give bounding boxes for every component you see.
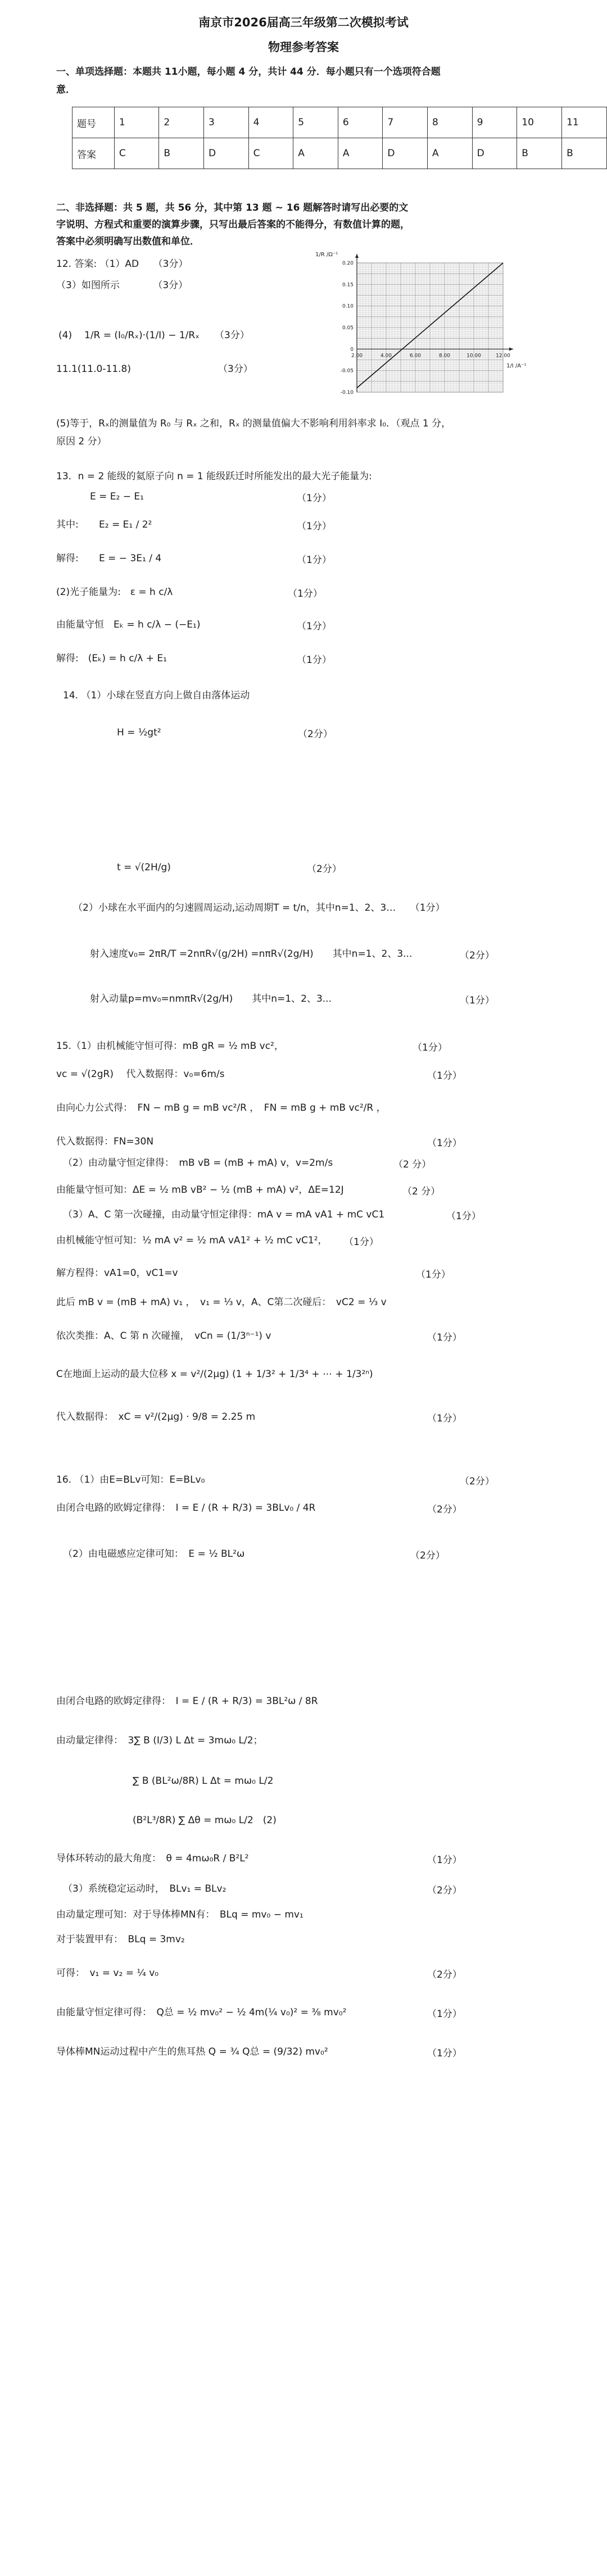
q16-score14: （1分）: [427, 2048, 462, 2059]
q16-line14: 导体棒MN运动过程中产生的焦耳热 Q = ¾ Q总 = (9/32) mv₀²: [56, 2046, 328, 2057]
table-cell: 2: [159, 107, 204, 138]
q13-score5: （1分）: [297, 621, 332, 632]
q16-score9: （2分）: [427, 1885, 462, 1896]
q16-line2: 由闭合电路的欧姆定律得： I = E / (R + R/3) = 3BLv₀ / 4R: [56, 1502, 316, 1514]
graph-y-ticks: [341, 261, 354, 396]
q14-score1: （2分）: [298, 729, 333, 740]
q15-score11: （1分）: [427, 1332, 462, 1343]
table-cell: A: [428, 138, 473, 169]
q16-score8: （1分）: [427, 1855, 462, 1866]
table-row: [73, 138, 607, 169]
q12-line5: 11.1(11.0-11.8): [56, 364, 131, 375]
q15-score5: （2 分）: [393, 1159, 432, 1170]
q13-intro: 13．n = 2 能级的氦原子向 n = 1 能级跃迁时所能发出的最大光子能量为:: [56, 471, 372, 482]
q13-score1: （1分）: [297, 493, 332, 504]
q14-line4: 射入速度v₀= 2πR/T =2nπR√(g/2H) =nπR√(2g/H) 其中n=1、2、3...: [90, 948, 413, 960]
sec1-heading: 一、单项选择题：本题共 11小题，每小题 4 分，共计 44 分．每小题只有一个选项符合题: [56, 66, 441, 78]
q15-line4: 代入数据得：FN=30N: [56, 1136, 154, 1147]
q14-line5: 射入动量p=mv₀=nmπR√(2g/H) 其中n=1、2、3...: [90, 993, 332, 1005]
graph-x-tick-label: 6.00: [409, 353, 422, 359]
q16-score1: （2分）: [460, 1476, 495, 1487]
q15-line11: 依次类推：A、C 第 n 次碰撞， vCn = (1/3ⁿ⁻¹) v: [56, 1330, 271, 1342]
q16-line1: 16. （1）由E=BLv可知：E=BLv₀: [56, 1474, 205, 1485]
q12-line2: （3）如图所示 （3分）: [56, 280, 188, 291]
graph-y-tick-label: 0.10: [342, 303, 354, 310]
table-cell: B: [562, 138, 607, 169]
q12-line1: 12. 答案: （1）AD （3分）: [56, 258, 188, 270]
q16-line12: 可得： v₁ = v₂ = ¼ v₀: [56, 1968, 159, 1979]
table-cell: A: [293, 138, 338, 169]
graph-y-tick-label: -0.10: [340, 390, 354, 396]
graph-x-tick-label: 10.00: [466, 353, 481, 359]
q15-score2: （1分）: [427, 1070, 462, 1082]
q16-line4: 由闭合电路的欧姆定律得： I = E / (R + R/3) = 3BL²ω / 8R: [56, 1696, 318, 1707]
q16-line3: （2）由电磁感应定律可知： E = ½ BL²ω: [63, 1548, 245, 1560]
graph-x-tick-label: 4.00: [380, 353, 392, 359]
answer-table: [72, 107, 607, 169]
graph-y-label: 1/R /Ω⁻¹: [315, 252, 338, 258]
q15-score9: （1分）: [416, 1269, 451, 1280]
q14-score4: （2分）: [460, 950, 495, 961]
table-cell: C: [114, 138, 159, 169]
sec1-heading-cont: 意．: [56, 84, 75, 96]
table-cell: B: [159, 138, 204, 169]
q16-score13: （1分）: [427, 2009, 462, 2020]
table-cell: D: [383, 138, 428, 169]
table-cell: A: [338, 138, 383, 169]
q13-score4: （1分）: [288, 588, 323, 599]
doc-title: 南京市2026届高三年级第二次模拟考试: [198, 16, 409, 29]
q15-line7: （3）A、C 第一次碰撞，由动量守恒定律得：mA v = mA vA1 + mC vC1: [63, 1209, 385, 1220]
q15-score7: （1分）: [446, 1211, 481, 1222]
q16-line11: 对于装置甲有： BLq = 3mv₂: [56, 1934, 185, 1945]
q12-line6: (5)等于，Rₓ的测量值为 R₀ 与 Rₓ 之和，Rₓ 的测量值偏大不影响利用斜率求 I₀．（观点 1 分，: [56, 418, 451, 429]
q14-score5: （1分）: [460, 995, 495, 1006]
doc-subtitle: 物理参考答案: [268, 40, 339, 54]
table-cell: 8: [428, 107, 473, 138]
q15-line5: （2）由动量守恒定律得： mB vB = (mB + mA) v，v=2m/s: [63, 1157, 333, 1169]
q14-eq2: t = √(2H/g): [117, 862, 171, 873]
graph-y-tick-label: -0.05: [340, 368, 354, 374]
q14-line1: 14. （1）小球在竖直方向上做自由落体运动: [63, 690, 250, 701]
q16-line5: 由动量定律得： 3∑ B (I/3) L Δt = 3mω₀ L/2；: [56, 1735, 263, 1746]
q13-l2-label: 其中:: [56, 519, 79, 530]
sec2-heading: 二、非选择题：共 5 题，共 56 分，其中第 13 题 ~ 16 题解答时请写出必要的文: [56, 202, 409, 213]
graph-x-tick-label: 8.00: [438, 353, 451, 359]
q12-part4-score: （3分）: [215, 330, 250, 341]
q15-line6: 由能量守恒可知：ΔE = ½ mB vB² − ½ (mB + mA) v²，ΔE=12J: [56, 1184, 344, 1196]
table-cell: 5: [293, 107, 338, 138]
graph-x-label: 1/I /A⁻¹: [506, 363, 527, 369]
table-cell: D: [472, 138, 517, 169]
q13-eq1: E = E₂ − E₁: [90, 491, 144, 502]
q15-score6: （2 分）: [402, 1186, 441, 1197]
graph-y-tick-label: 0.20: [342, 261, 354, 266]
q13-l3-eq: E = − 3E₁ / 4: [99, 553, 162, 564]
q14-eq1: H = ½gt²: [117, 727, 161, 738]
q13-l3-label: 解得:: [56, 553, 79, 564]
q16-score3: （2分）: [410, 1550, 445, 1561]
q13-l2-eq: E₂ = E₁ / 2²: [99, 519, 152, 530]
sec2-heading-2: 字说明、方程式和重要的演算步骤，只写出最后答案的不能得分，有数值计算的题，: [56, 219, 410, 230]
q12-line6-cont: 原因 2 分）: [56, 436, 107, 447]
q15-line10: 此后 mB v = (mB + mA) v₁ ， v₁ = ⅓ v，A、C第二次碰后： vC2 = ⅓ v: [56, 1297, 387, 1308]
q15-score1: （1分）: [413, 1042, 447, 1053]
table-cell: 7: [383, 107, 428, 138]
q16-line6: ∑ B (BL²ω/8R) L Δt = mω₀ L/2: [133, 1775, 274, 1787]
q15-score13: （1分）: [427, 1413, 462, 1424]
q13-score3: （1分）: [297, 555, 332, 566]
q16-line10: 由动量定理可知：对于导体棒MN有： BLq = mv₀ − mv₁: [56, 1909, 304, 1920]
graph-x-tick-label: 12.00: [496, 353, 510, 359]
table-row: [73, 107, 607, 138]
table-cell: C: [248, 138, 293, 169]
q15-line8: 由机械能守恒可知：½ mA v² = ½ mA vA1² + ½ mC vC1²，: [56, 1235, 328, 1246]
q16-score12: （2分）: [427, 1969, 462, 1980]
q15-line12: C在地面上运动的最大位移 x = v²/(2μg) (1 + 1/3² + 1/3⁴ + ⋯ + 1/3²ⁿ): [56, 1369, 373, 1380]
q15-line13: 代入数据得： xC = v²/(2μg) · 9/8 = 2.25 m: [56, 1411, 256, 1423]
q15-line3: 由向心力公式得： FN − mB g = mB vc²/R ， FN = mB g + mB vc²/R ，: [56, 1102, 386, 1114]
table-cell: B: [517, 138, 562, 169]
table-cell: 3: [204, 107, 249, 138]
q15-line2: vc = √(2gR) 代入数据得：v₀=6m/s: [56, 1069, 225, 1080]
sec2-heading-3: 答案中必须明确写出数值和单位．: [56, 236, 200, 247]
graph-grid: [357, 263, 503, 392]
q13-l5: 由能量守恒 Eₖ = h c/λ − (−E₁): [56, 619, 201, 630]
q12-part4-formula: 1/R = (I₀/Rₓ)·(1/I) − 1/Rₓ: [84, 330, 200, 341]
graph-y-tick-label: 0.05: [342, 325, 354, 331]
q15-line9: 解方程得：vA1=0，vC1=v: [56, 1267, 178, 1279]
q12-line5-score: （3分）: [218, 364, 253, 375]
table-cell: 10: [517, 107, 562, 138]
table-cell: 6: [338, 107, 383, 138]
q13-l4: (2)光子能量为: ε = h c/λ: [56, 587, 173, 598]
table-cell: D: [204, 138, 249, 169]
table-head-num: 题号: [73, 107, 115, 138]
q13-score2: （1分）: [297, 521, 332, 532]
q14-line3: （2）小球在水平面内的匀速圆周运动,运动周期T = t/n，其中n=1、2、3… （1分）: [73, 902, 445, 914]
table-cell: 9: [472, 107, 517, 138]
q16-score2: （2分）: [427, 1504, 462, 1515]
q13-l6: 解得: (Eₖ) = h c/λ + E₁: [56, 653, 167, 664]
q16-line7: (B²L³/8R) ∑ Δθ = mω₀ L/2 (2): [133, 1815, 277, 1826]
graph-x-tick-label: 2.00: [351, 353, 363, 359]
q12-graph: [312, 247, 554, 427]
q13-score6: （1分）: [297, 655, 332, 666]
graph-y-arrow: [355, 254, 359, 258]
table-cell: 11: [562, 107, 607, 138]
q16-line13: 由能量守恒定律可得： Q总 = ½ mv₀² − ½ 4m(¼ v₀)² = ⅜ mv₀²: [56, 2007, 347, 2018]
table-cell: 4: [248, 107, 293, 138]
q15-score8: （1分）: [344, 1237, 379, 1248]
q15-line1: 15.（1）由机械能守恒可得：mB gR = ½ mB vc²，: [56, 1041, 284, 1052]
graph-y-tick-label: 0.15: [342, 282, 354, 288]
table-cell: 1: [114, 107, 159, 138]
graph-y-tick-label: 0: [350, 347, 354, 353]
q14-score2: （2分）: [307, 864, 342, 875]
q16-line8: 导体环转动的最大角度： θ = 4mω₀R / B²L²: [56, 1853, 249, 1864]
table-head-ans: 答案: [73, 138, 115, 169]
q12-part4-label: (4): [58, 330, 73, 341]
graph-x-arrow: [509, 347, 513, 351]
q16-line9: （3）系统稳定运动时， BLv₁ = BLv₂: [63, 1883, 227, 1894]
q15-score4: （1分）: [427, 1138, 462, 1149]
